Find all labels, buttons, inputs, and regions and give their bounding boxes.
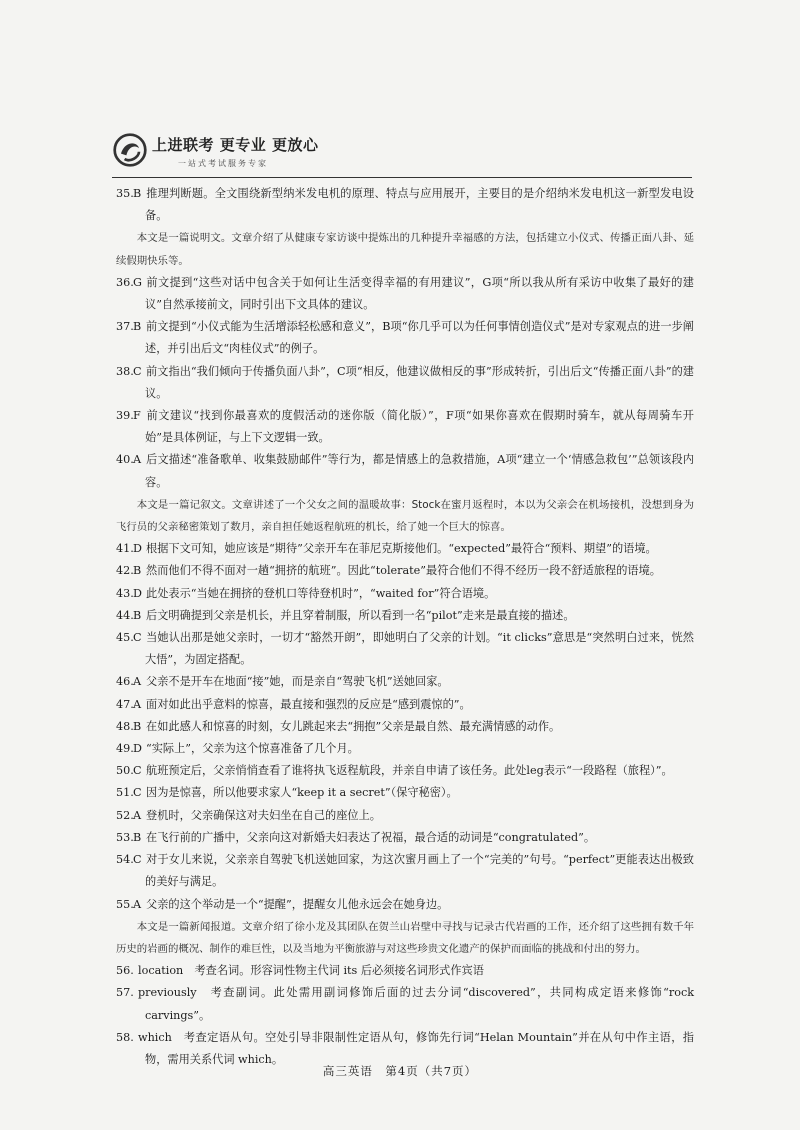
question-number: 44. [116, 608, 134, 622]
question-number: 51. [116, 786, 134, 800]
page-footer: 高三英语 第4页（共7页） [322, 1064, 478, 1078]
answer-letter: B [133, 719, 142, 733]
answer-item [116, 605, 694, 627]
answer-letter: C [133, 764, 142, 778]
question-number: 40. [116, 453, 134, 467]
answer-item [116, 960, 694, 982]
explanation-text: 面对如此出乎意料的惊喜，最直接和强烈的反应是“感到震惊的”。 [146, 697, 471, 711]
answer-letter: D [133, 542, 142, 556]
answer-letter: C [133, 786, 142, 800]
answer-item [116, 405, 694, 449]
answer-item [116, 716, 694, 738]
explanation-text: 因为是惊喜，所以他要求家人“keep it a secret”（保守秘密）。 [146, 786, 458, 800]
explanation-text: location 考查名词。形容词性物主代词 its 后必须接名词形式作宾语 [138, 964, 484, 978]
question-number: 42. [116, 564, 134, 578]
question-number: 43. [116, 586, 134, 600]
answer-letter: A [133, 897, 142, 911]
explanation-text: 前文提到“这些对话中包含关于如何让生活变得幸福的有用建议”，G项“所以我从所有采访中收集了最好的建议”自然承接前文，同时引出下文具体的建议。 [145, 275, 694, 312]
explanation-text: 登机时，父亲确保这对夫妇坐在自己的座位上。 [146, 808, 381, 822]
answer-letter: A [133, 808, 142, 822]
explanation-text: 当她认出那是她父亲时，一切才“豁然开朗”，即她明白了父亲的计划。“it clicks”意思是“突然明白过来，恍然大悟”，为固定搭配。 [145, 631, 694, 667]
explanation-text: 在飞行前的广播中，父亲向这对新婚夫妇表达了祝福，最合适的动词是“congratulated”。 [146, 830, 596, 844]
explanation-text: 对于女儿来说，父亲亲自驾驶飞机送她回家，为这次蜜月画上了一个“完美的”句号。“perfect”更能表达出极致的美好与满足。 [145, 853, 694, 889]
explanation-text: 航班预定后，父亲悄悄查看了谁将执飞返程航段，并亲自申请了该任务。此处leg表示“一段路程（旅程）”。 [146, 764, 673, 778]
passage-summary: 本文是一篇新闻报道。文章介绍了徐小龙及其团队在贺兰山岩壁中寻找与记录古代岩画的工作，还介绍了这些拥有数千年历史的岩画的概况、制作的难巨性，以及当地为平衡旅游与对这些珍贵文化遗产的保护而面临的挑战和付出的努力。 [116, 920, 694, 955]
explanation-text: which 考查定语从句。空处引导非限制性定语从句，修饰先行词“Helan Mountain”并在从句中作主语，指物，需用关系代词 which。 [138, 1030, 694, 1066]
answer-letter: D [133, 586, 142, 600]
question-number: 55. [116, 897, 134, 911]
answer-item [116, 694, 694, 716]
question-number: 37. [116, 320, 134, 334]
question-number: 48. [116, 719, 134, 733]
answer-item [116, 449, 694, 493]
explanation-text: 父亲不是开车在地面“接”她，而是亲自“驾驶飞机”送她回家。 [146, 675, 449, 689]
answer-item [116, 894, 694, 916]
answer-key-content [116, 183, 694, 1071]
page-header [112, 128, 712, 178]
answer-letter: C [133, 631, 142, 645]
answer-letter: A [133, 675, 142, 689]
answer-letter: C [133, 364, 142, 378]
answer-item [116, 738, 694, 760]
question-number: 57. [116, 986, 134, 1000]
explanation-text: 根据下文可知，她应该是“期待”父亲开车在菲尼克斯接他们。“expected”最符合“预料、期望”的语境。 [146, 542, 657, 556]
answer-item [116, 982, 694, 1026]
explanation-text: previously 考查副词。此处需用副词修饰后面的过去分词“discovered”，共同构成定语来修饰“rock carvings”。 [138, 986, 694, 1022]
answer-letter: B [133, 320, 142, 334]
brand-slogan: 一站式考试服务专家 [178, 159, 268, 168]
question-number: 39. [116, 409, 134, 423]
logo-icon [112, 132, 148, 168]
question-number: 45. [116, 631, 134, 645]
passage-summary: 本文是一篇记叙文。文章讲述了一个父女之间的温暖故事：Stock在蜜月返程时，本以为父亲会在机场接机，没想到身为飞行员的父亲秘密策划了数月，亲自担任她返程航班的机长，给了她一个巨大的惊喜。 [116, 498, 694, 534]
answer-letter: B [133, 608, 142, 622]
answer-letter: D [133, 742, 142, 756]
answer-item [116, 272, 694, 316]
explanation-text: 前文指出“我们倾向于传播负面八卦”，C项“相反，他建议做相反的事”形成转折，引出后文“传播正面八卦”的建议。 [145, 364, 694, 400]
question-number: 54. [116, 853, 134, 867]
answer-item [116, 627, 694, 671]
answer-letter: B [133, 564, 142, 578]
question-number: 53. [116, 830, 134, 844]
question-number: 46. [116, 675, 134, 689]
answer-letter: B [133, 830, 142, 844]
brand-name: 上进联考 更专业 更放心 [152, 136, 319, 154]
question-number: 52. [116, 808, 134, 822]
answer-item [116, 361, 694, 405]
question-number: 58. [116, 1030, 134, 1044]
question-number: 38. [116, 364, 134, 378]
answer-item [116, 583, 694, 605]
answer-item [116, 760, 694, 782]
question-number: 35. [116, 187, 134, 200]
answer-item [116, 671, 694, 693]
explanation-text: 后文明确提到父亲是机长，并且穿着制服，所以看到一名“pilot”走来是最直接的描述。 [146, 608, 575, 622]
answer-item [116, 560, 694, 582]
answer-item [116, 316, 694, 360]
answer-item [116, 805, 694, 827]
explanation-text: 后文描述“准备歌单、收集鼓励邮件”等行为，都是情感上的急救措施，A项“建立一个‘情感急救包’”总领该段内容。 [145, 453, 694, 489]
question-number: 56. [116, 964, 134, 978]
explanation-text: “实际上”，父亲为这个惊喜准备了几个月。 [146, 742, 359, 756]
explanation-text: 前文建议“找到你最喜欢的度假活动的迷你版（简化版）”，F项“如果你喜欢在假期时骑车，就从每周骑车开始”是具体例证，与上下文逻辑一致。 [145, 409, 694, 445]
answer-letter: A [133, 697, 142, 711]
answer-letter: C [133, 853, 142, 867]
answer-item [116, 849, 694, 893]
answer-letter: F [133, 409, 141, 423]
answer-item [116, 782, 694, 804]
passage-summary: 本文是一篇说明文。文章介绍了从健康专家访谈中提炼出的几种提升幸福感的方法，包括建立小仪式、传播正面八卦、延续假期快乐等。 [116, 232, 694, 267]
explanation-text: 前文提到“小仪式能为生活增添轻松感和意义”，B项“你几乎可以为任何事情创造仪式”是对专家观点的进一步阐述，并引出后文“肉桂仪式”的例子。 [145, 320, 694, 356]
answer-item [116, 827, 694, 849]
answer-letter: A [133, 453, 142, 467]
answer-letter: B [133, 187, 142, 200]
explanation-text: 父亲的这个举动是一个“提醒”，提醒女儿他永远会在她身边。 [146, 897, 449, 911]
answer-item [116, 538, 694, 560]
explanation-text: 然而他们不得不面对一趟“拥挤的航班”。因此“tolerate”最符合他们不得不经历一段不舒适旅程的语境。 [146, 564, 661, 578]
question-number: 50. [116, 764, 134, 778]
explanation-text: 在如此感人和惊喜的时刻，女儿跳起来去“拥抱”父亲是最自然、最充满情感的动作。 [146, 719, 561, 733]
explanation-text: 推理判断题。全文围绕新型纳米发电机的原理、特点与应用展开，主要目的是介绍纳米发电机这一新型发电设备。 [145, 187, 694, 223]
explanation-text: 此处表示“当她在拥挤的登机口等待登机时”，“waited for”符合语境。 [146, 586, 496, 600]
header-divider [112, 177, 692, 178]
question-number: 49. [116, 742, 134, 756]
answer-item [116, 183, 694, 227]
answer-letter: G [133, 275, 142, 289]
question-number: 47. [116, 697, 134, 711]
question-number: 36. [116, 275, 134, 289]
question-number: 41. [116, 542, 134, 556]
